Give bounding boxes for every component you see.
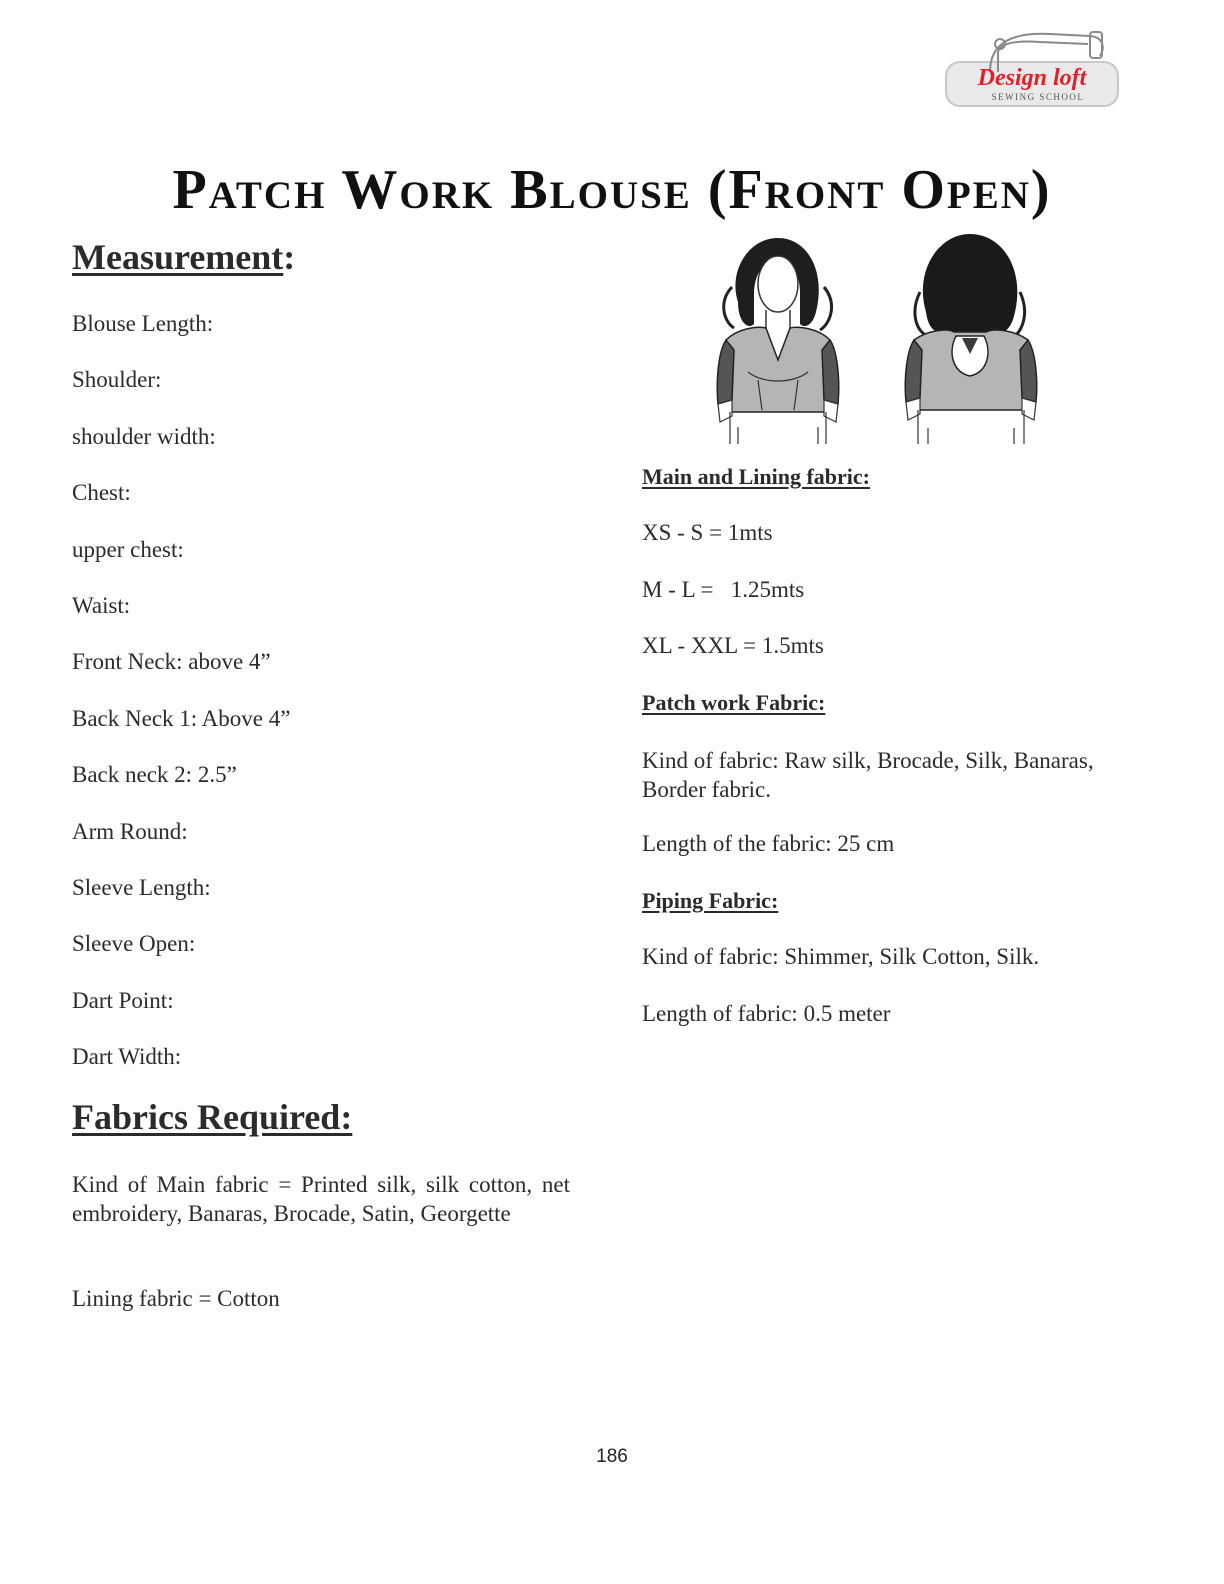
logo-tagline: SEWING SCHOOL — [991, 92, 1085, 102]
measurement-item: Waist: — [72, 592, 131, 618]
blouse-back-view-icon — [905, 234, 1036, 444]
piping-length: Length of fabric: 0.5 meter — [642, 1001, 891, 1026]
measurement-item: shoulder width: — [72, 423, 216, 449]
measurement-item: Dart Width: — [72, 1044, 182, 1070]
measurement-item: Sleeve Open: — [72, 931, 196, 957]
fabrics-required-heading: Fabrics Required: — [72, 1097, 353, 1137]
measurement-item: Back Neck 1: Above 4” — [72, 705, 291, 731]
piping-heading: Piping Fabric: — [642, 888, 779, 913]
measurement-item: upper chest: — [72, 536, 184, 562]
logo — [940, 22, 1125, 114]
size-m-l: M - L = 1.25mts — [642, 577, 805, 602]
measurement-item: Sleeve Length: — [72, 874, 211, 900]
blouse-illustration — [708, 232, 1048, 447]
page-number: 186 — [596, 1446, 628, 1467]
measurement-item: Chest: — [72, 480, 131, 506]
piping-kind: Kind of fabric: Shimmer, Silk Cotton, Silk. — [642, 944, 1040, 969]
patch-work-kind: Kind of fabric: Raw silk, Brocade, Silk, Banaras, Border fabric. — [642, 748, 1094, 802]
measurement-list — [72, 304, 290, 1093]
measurement-item: Shoulder: — [72, 367, 162, 393]
main-fabric-text: Kind of Main fabric = Printed silk, silk cotton, net embroidery, Banaras, Brocade, Satin, Georgette — [72, 1172, 570, 1226]
logo-brand: Design loft — [977, 65, 1087, 91]
measurement-item: Dart Point: — [72, 987, 174, 1013]
page-title: Patch Work Blouse (Front Open) — [172, 159, 1052, 221]
measurement-item: Back neck 2: 2.5” — [72, 762, 237, 788]
measurement-item: Front Neck: above 4” — [72, 649, 271, 675]
size-xs-s: XS - S = 1mts — [642, 520, 773, 545]
measurement-heading-text: Measurement — [72, 237, 284, 277]
patch-work-heading: Patch work Fabric: — [642, 690, 826, 715]
measurement-heading-colon: : — [283, 237, 296, 277]
measurement-heading — [72, 236, 295, 278]
main-lining-heading: Main and Lining fabric: — [642, 464, 870, 489]
size-xl-xxl: XL - XXL = 1.5mts — [642, 633, 824, 658]
lining-fabric-text: Lining fabric = Cotton — [72, 1286, 280, 1311]
patch-work-length: Length of the fabric: 25 cm — [642, 831, 895, 856]
blouse-front-view-icon — [717, 238, 838, 444]
measurement-item: Arm Round: — [72, 818, 188, 844]
measurement-item: Blouse Length: — [72, 311, 214, 336]
